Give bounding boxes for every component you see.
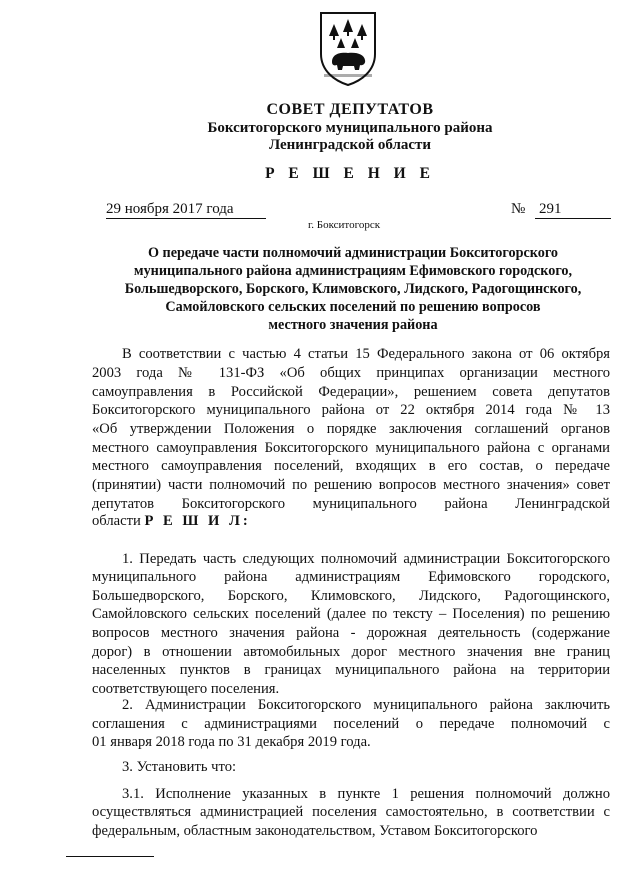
preamble-last-line [92,512,610,530]
coat-of-arms-emblem-icon [318,10,378,86]
preamble-line: (принятии) части полномочий по решению вопросов местного значения» совет [92,477,610,493]
preamble-line: местного самоуправления поселений, входящих в его состав, о передаче [92,458,610,474]
item1-line: муниципального района администрациям Ефимовского городского, [92,569,610,585]
preamble-line: самоуправления в Российской Федерации», решением совета депутатов [92,384,610,400]
decision-heading: Р Е Ш Е Н И Е [265,165,435,182]
footnote-divider [66,856,154,857]
subject-line: муниципального района администрациям Ефимовского городского, [133,263,573,279]
item3-line: 3. Установить что: [122,759,237,775]
item1-line: вопросов местного значения района - дорожная деятельность (содержание [92,625,610,641]
subject-line: О передаче части полномочий администрации Бокситогорского [147,245,559,261]
preamble-line: В соответствии с частью 4 статьи 15 Федерального закона от 06 октября [122,346,610,362]
district-title: Бокситогорского муниципального района [207,120,493,136]
subject-line: местного значения района [268,317,438,333]
region-title: Ленинградской области [268,137,432,153]
preamble-line: депутатов Бокситогорского муниципального района Ленинградской [92,496,610,512]
subject-line: Большедворского, Борского, Климовского, Лидского, Радогощинского, [124,281,582,297]
item1-line: населенных пунктов в границах муниципального района на территории [92,662,610,678]
item1-line: Самойловского сельских поселений (далее по тексту – Поселения) по решению [92,606,610,622]
council-title: СОВЕТ ДЕПУТАТОВ [266,101,434,118]
item1-line: соответствующего поселения. [92,681,280,697]
item2-line: 01 января 2018 года по 31 декабря 2019 года. [92,734,371,750]
item31-line: осуществляться администрацией поселения самостоятельно, в соответствии с [92,804,610,820]
decision-number: 291 [535,201,611,219]
item31-line: 3.1. Исполнение указанных в пункте 1 решения полномочий должно [122,786,610,802]
preamble-line: 2003 года № 131-ФЗ «Об общих принципах организации местного [92,365,610,381]
item1-line: дорог) в отношении автомобильных дорог местного значения вне границ [92,644,610,660]
preamble-last-prefix: области [92,513,145,529]
resolved-word: Р Е Ш И Л: [144,513,251,529]
subject-line: Самойловского сельских поселений по решению вопросов [165,299,541,315]
item2-line: соглашения с администрациями поселений о передаче полномочий с [92,716,610,732]
preamble-line: «Об утверждении Положения о порядке заключения соглашений органов [92,421,610,437]
number-sign: № [511,201,526,217]
item1-line: Большедворского, Борского, Климовского, Лидского, Радогощинского, [92,588,610,604]
preamble-line: Бокситогорского муниципального района от 22 октября 2014 года № 13 [92,402,610,418]
item1-line: 1. Передать часть следующих полномочий администрации Бокситогорского [122,551,610,567]
city-name: г. Бокситогорск [308,219,381,231]
item31-line: федеральным, областным законодательством, Уставом Бокситогорского [92,823,538,839]
decision-date: 29 ноября 2017 года [106,201,266,219]
decision-subject [96,244,610,334]
item2-line: 2. Администрации Бокситогорского муниципального района заключить [122,697,610,713]
preamble-line: местного самоуправления Бокситогорского муниципального района с органами [92,440,610,456]
